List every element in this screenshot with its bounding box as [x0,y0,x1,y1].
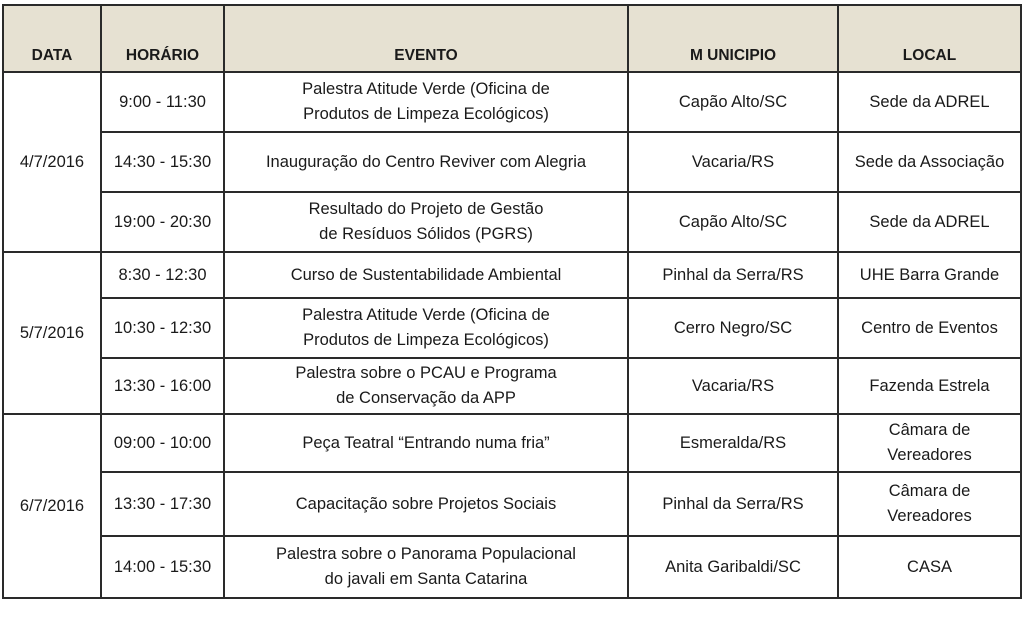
local-line: Vereadores [887,507,972,525]
municipio-cell: Esmeralda/RS [628,414,838,472]
municipio-cell: Cerro Negro/SC [628,298,838,358]
header-evento: EVENTO [224,5,628,72]
date-cell: 5/7/2016 [3,252,101,414]
local-line: UHE Barra Grande [859,265,1000,284]
table-row [3,72,1021,132]
table-row [3,298,1021,358]
evento-line: de Resíduos Sólidos (PGRS) [319,225,533,243]
local-line: Sede da ADREL [869,92,990,111]
date-cell: 4/7/2016 [3,72,101,252]
evento-line: Produtos de Limpeza Ecológicos) [303,105,549,123]
horario-cell: 9:00 - 11:30 [101,72,224,132]
local-line: Centro de Eventos [861,318,998,337]
horario-cell: 19:00 - 20:30 [101,192,224,252]
evento-cell [224,72,628,132]
schedule-body [3,72,1021,598]
evento-cell [224,358,628,414]
local-cell [838,132,1021,192]
municipio-cell: Anita Garibaldi/SC [628,536,838,598]
local-cell [838,72,1021,132]
municipio-cell: Pinhal da Serra/RS [628,252,838,298]
horario-cell: 09:00 - 10:00 [101,414,224,472]
local-cell [838,192,1021,252]
evento-line: Palestra Atitude Verde (Oficina de [302,80,550,98]
evento-cell [224,192,628,252]
local-cell [838,472,1021,536]
horario-cell: 10:30 - 12:30 [101,298,224,358]
municipio-cell: Capão Alto/SC [628,72,838,132]
horario-cell: 13:30 - 17:30 [101,472,224,536]
local-line: CASA [907,557,952,576]
evento-line: Palestra sobre o Panorama Populacional [276,545,576,563]
evento-cell [224,536,628,598]
local-cell [838,298,1021,358]
horario-cell: 14:00 - 15:30 [101,536,224,598]
table-row [3,252,1021,298]
evento-line: Peça Teatral “Entrando numa fria” [302,433,550,452]
local-line: Sede da Associação [854,152,1005,171]
evento-line: Palestra Atitude Verde (Oficina de [302,306,550,324]
local-cell [838,252,1021,298]
municipio-cell: Capão Alto/SC [628,192,838,252]
evento-line: Curso de Sustentabilidade Ambiental [290,265,562,284]
evento-cell [224,298,628,358]
table-row [3,414,1021,472]
header-local: LOCAL [838,5,1021,72]
table-row [3,132,1021,192]
local-cell [838,414,1021,472]
evento-cell [224,472,628,536]
date-cell: 6/7/2016 [3,414,101,598]
schedule-table [2,4,1022,599]
horario-cell: 14:30 - 15:30 [101,132,224,192]
evento-line: Palestra sobre o PCAU e Programa [295,364,557,382]
local-line: Câmara de [888,421,971,439]
header-municipio: M UNICIPIO [628,5,838,72]
horario-cell: 8:30 - 12:30 [101,252,224,298]
local-line: Sede da ADREL [869,212,990,231]
header-data: DATA [3,5,101,72]
evento-line: Resultado do Projeto de Gestão [308,200,544,218]
evento-cell [224,132,628,192]
evento-line: de Conservação da APP [336,389,516,407]
local-line: Vereadores [887,446,972,464]
evento-line: do javali em Santa Catarina [324,570,528,588]
header-row [3,5,1021,72]
table-row [3,358,1021,414]
local-cell [838,536,1021,598]
municipio-cell: Vacaria/RS [628,358,838,414]
evento-line: Inauguração do Centro Reviver com Alegria [265,152,587,171]
evento-cell [224,252,628,298]
local-line: Fazenda Estrela [869,376,990,395]
table-row [3,472,1021,536]
evento-line: Produtos de Limpeza Ecológicos) [303,331,549,349]
evento-cell [224,414,628,472]
municipio-cell: Vacaria/RS [628,132,838,192]
evento-line: Capacitação sobre Projetos Sociais [295,494,557,513]
local-line: Câmara de [888,482,971,500]
municipio-cell: Pinhal da Serra/RS [628,472,838,536]
table-row [3,192,1021,252]
horario-cell: 13:30 - 16:00 [101,358,224,414]
header-horario: HORÁRIO [101,5,224,72]
local-cell [838,358,1021,414]
table-row [3,536,1021,598]
